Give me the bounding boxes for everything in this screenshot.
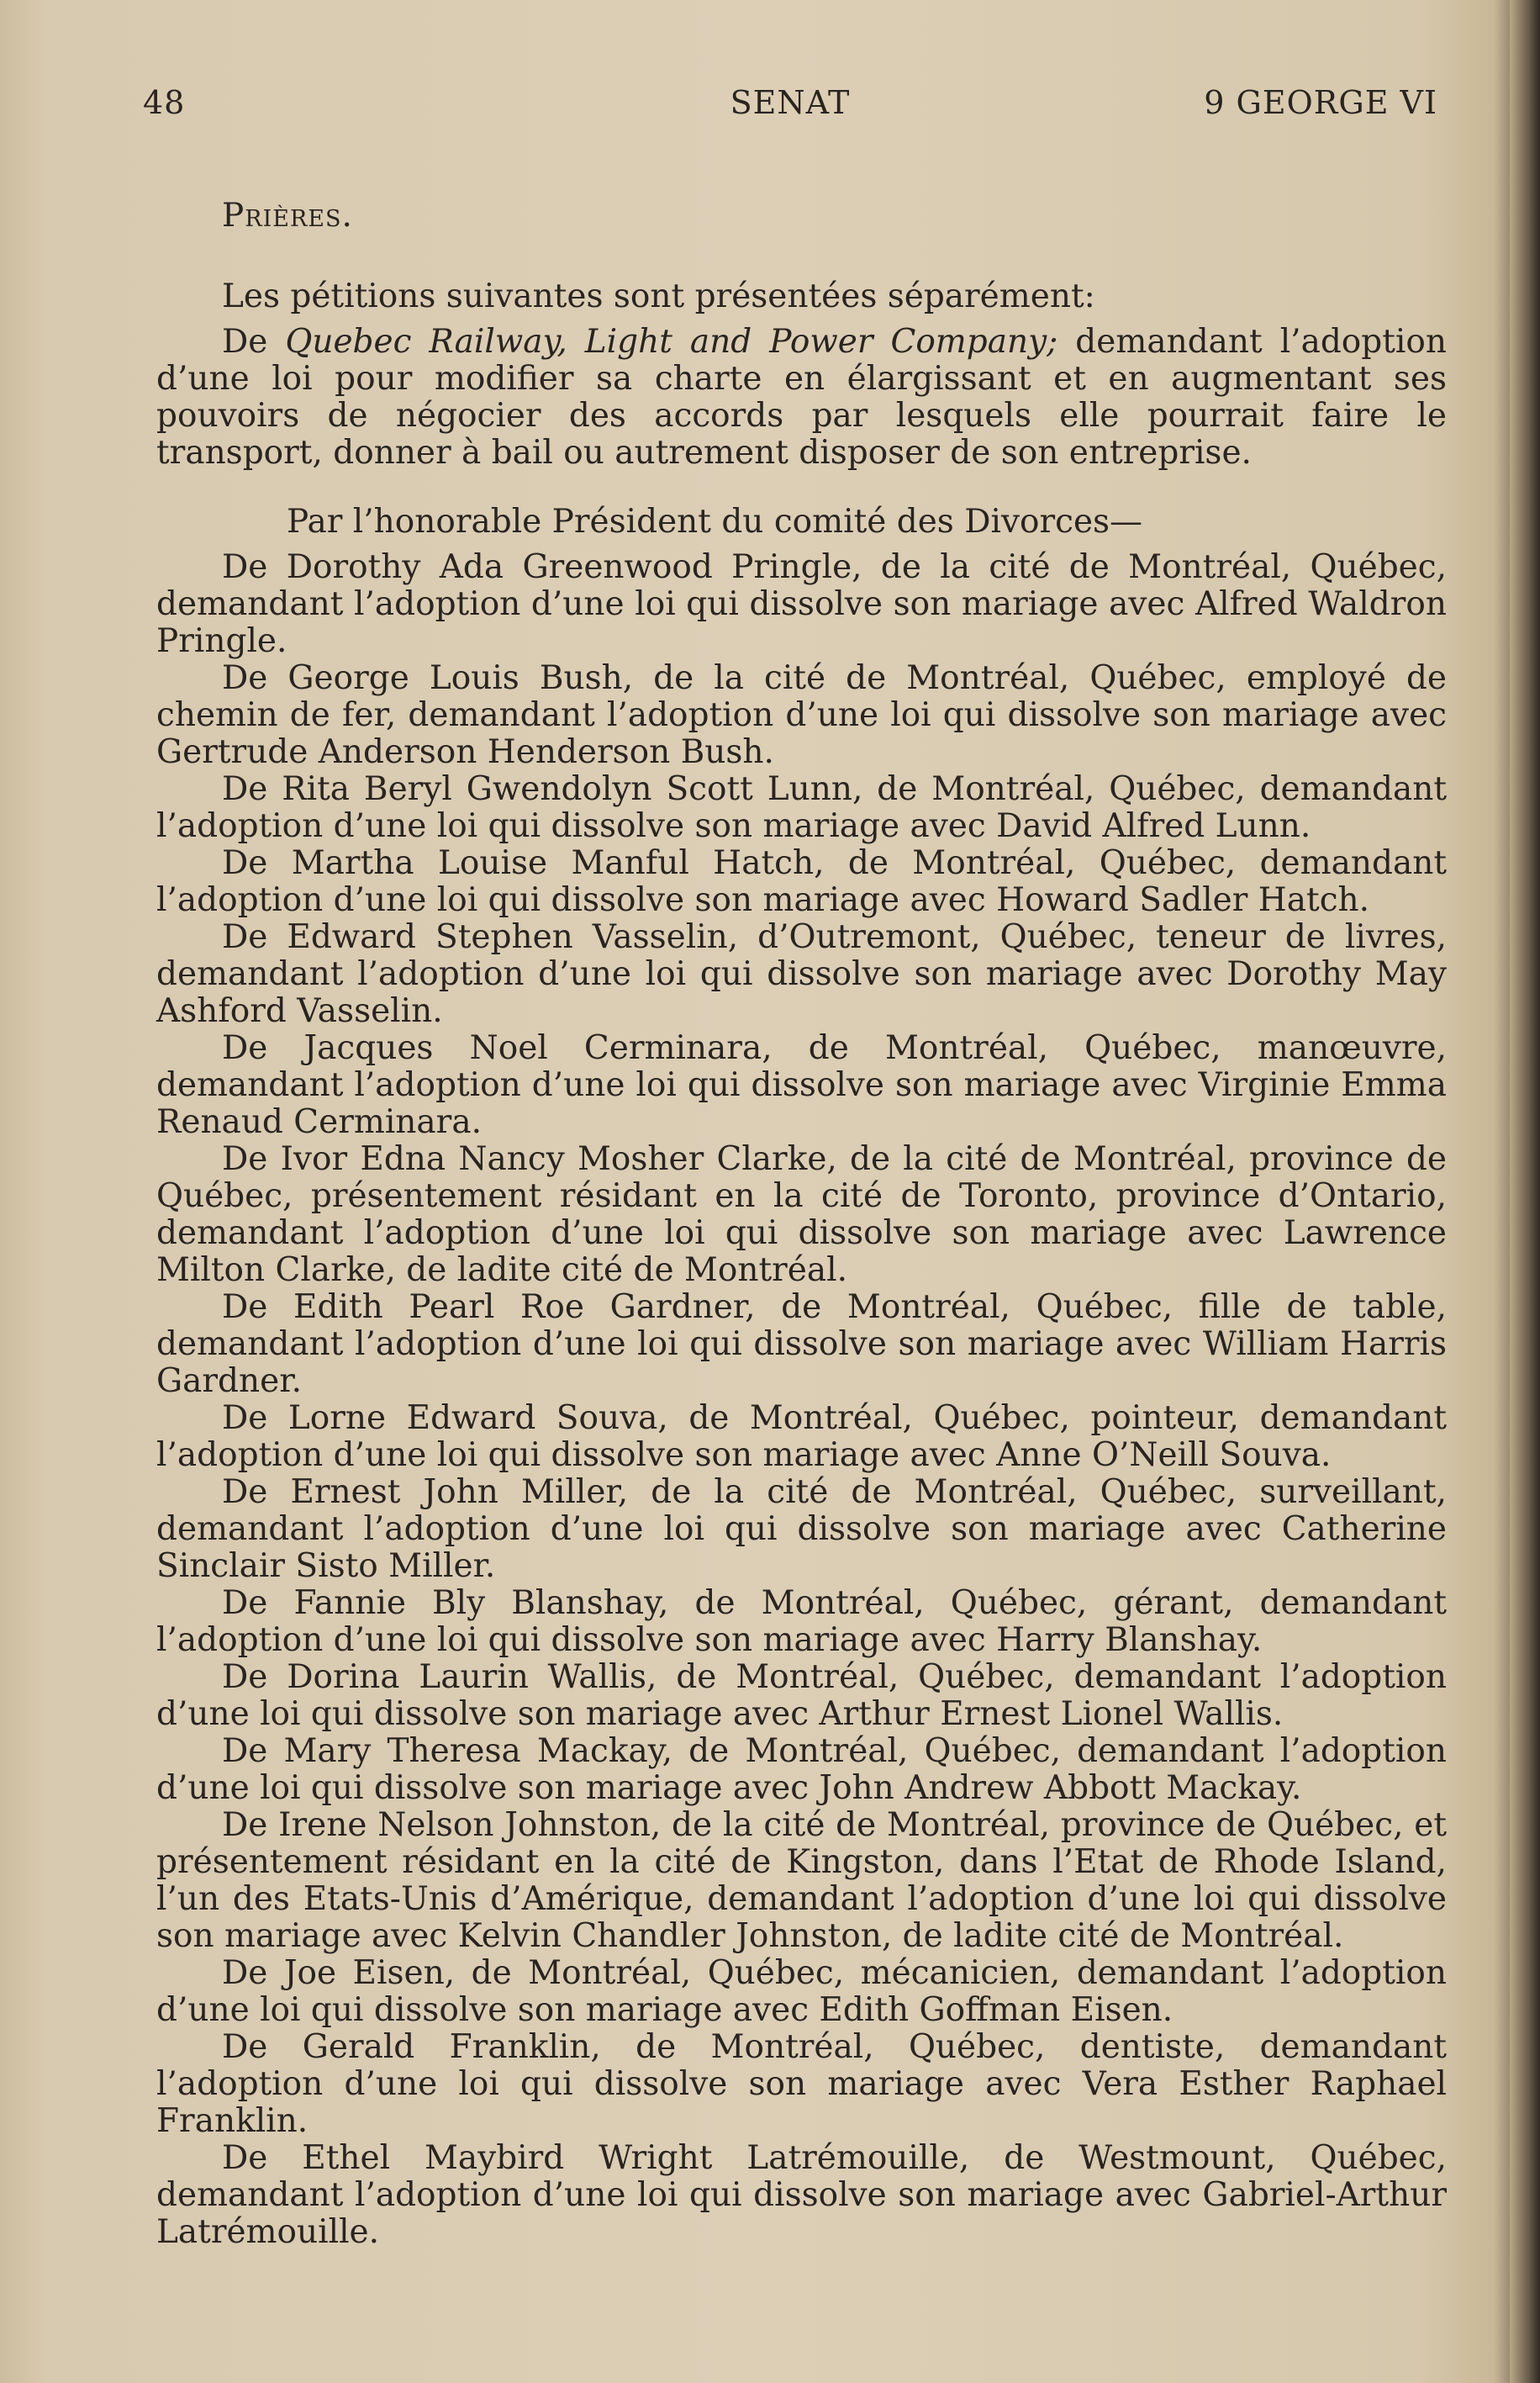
company-name: Quebec Railway, Light and Power Company; (285, 323, 1058, 361)
list-item: De Edith Pearl Roe Gardner, de Montréal, Québec, fille de table, demandant l’adoption d’une loi qui dissolve son mariage avec William Harris Gardner. (156, 1288, 1447, 1400)
petition-quebec-railway (156, 324, 1447, 472)
page-body (156, 198, 1447, 2251)
book-spine-edge (1510, 0, 1540, 2383)
prayers-heading: Prières. (222, 197, 353, 235)
header-title: SENAT (730, 84, 851, 121)
header-regnal-year: 9 GEORGE VI (1204, 84, 1437, 121)
list-item: De Lorne Edward Souva, de Montréal, Québec, pointeur, demandant l’adoption d’une loi qui dissolve son mariage avec Anne O’Neill Souva. (156, 1399, 1447, 1474)
divorce-petitions-list (156, 549, 1447, 2251)
list-item: De Dorothy Ada Greenwood Pringle, de la cité de Montréal, Québec, demandant l’adoption d’une loi qui dissolve son mariage avec Alfred Waldron Pringle. (156, 548, 1447, 660)
page-number: 48 (143, 84, 186, 121)
list-item: De Joe Eisen, de Montréal, Québec, mécanicien, demandant l’adoption d’une loi qui dissolve son mariage avec Edith Goffman Eisen. (156, 1954, 1447, 2029)
list-item: De Ethel Maybird Wright Latrémouille, de Westmount, Québec, demandant l’adoption d’une loi qui dissolve son mariage avec Gabriel-Arthur Latrémouille. (156, 2139, 1447, 2251)
list-item: De Fannie Bly Blanshay, de Montréal, Québec, gérant, demandant l’adoption d’une loi qui dissolve son mariage avec Harry Blanshay. (156, 1584, 1447, 1659)
petitions-intro: Les pétitions suivantes sont présentées séparément: (222, 277, 1095, 315)
petition-prefix: De (222, 323, 286, 361)
divorces-committee-intro: Par l’honorable Président du comité des Divorces— (287, 503, 1143, 541)
list-item: De Irene Nelson Johnston, de la cité de Montréal, province de Québec, et présentement résidant en la cité de Kingston, dans l’Etat de Rhode Island, l’un des Etats-Unis d’Amérique, demandant l’adoption d’une loi qui dissolve son mariage avec Kelvin Chandler Johnston, de ladite cité de Montréal. (156, 1806, 1447, 1955)
list-item: De Edward Stephen Vasselin, d’Outremont, Québec, teneur de livres, demandant l’adoption d’une loi qui dissolve son mariage avec Dorothy May Ashford Vasselin. (156, 918, 1447, 1030)
list-item: De Ivor Edna Nancy Mosher Clarke, de la cité de Montréal, province de Québec, présentement résidant en la cité de Toronto, province d’Ontario, demandant l’adoption d’une loi qui dissolve son mariage avec Lawrence Milton Clarke, de ladite cité de Montréal. (156, 1140, 1447, 1289)
petition-text: demandant l’adoption d’une loi pour modifier sa charte en élargissant et en augmentant ses pouvoirs de négocier des accords par lesquels elle pourrait faire le transport, donner à bail ou autrement disposer de son entreprise. (156, 323, 1447, 472)
list-item: De Rita Beryl Gwendolyn Scott Lunn, de Montréal, Québec, demandant l’adoption d’une loi qui dissolve son mariage avec David Alfred Lunn. (156, 770, 1447, 845)
list-item: De Gerald Franklin, de Montréal, Québec, dentiste, demandant l’adoption d’une loi qui dissolve son mariage avec Vera Esther Raphael Franklin. (156, 2028, 1447, 2140)
running-header (143, 84, 1437, 135)
list-item: De Ernest John Miller, de la cité de Montréal, Québec, surveillant, demandant l’adoption d’une loi qui dissolve son mariage avec Catherine Sinclair Sisto Miller. (156, 1473, 1447, 1585)
list-item: De George Louis Bush, de la cité de Montréal, Québec, employé de chemin de fer, demandant l’adoption d’une loi qui dissolve son mariage avec Gertrude Anderson Henderson Bush. (156, 659, 1447, 771)
list-item: De Jacques Noel Cerminara, de Montréal, Québec, manœuvre, demandant l’adoption d’une loi qui dissolve son mariage avec Virginie Emma Renaud Cerminara. (156, 1029, 1447, 1141)
list-item: De Martha Louise Manful Hatch, de Montréal, Québec, demandant l’adoption d’une loi qui dissolve son mariage avec Howard Sadler Hatch. (156, 844, 1447, 919)
list-item: De Mary Theresa Mackay, de Montréal, Québec, demandant l’adoption d’une loi qui dissolve son mariage avec John Andrew Abbott Mackay. (156, 1732, 1447, 1807)
list-item: De Dorina Laurin Wallis, de Montréal, Québec, demandant l’adoption d’une loi qui dissolve son mariage avec Arthur Ernest Lionel Wallis. (156, 1658, 1447, 1733)
